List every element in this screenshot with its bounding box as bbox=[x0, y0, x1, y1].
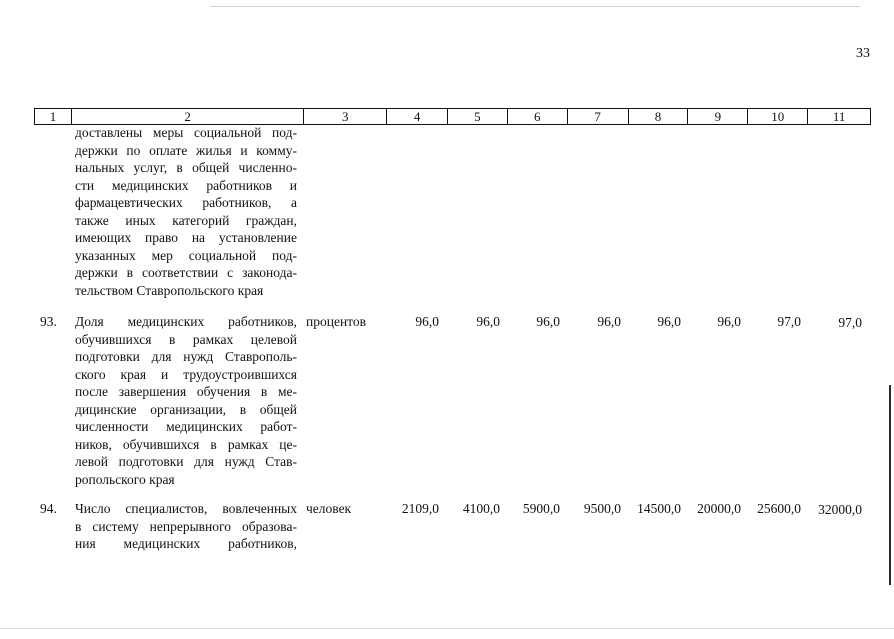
description-line: сти медицинских работников и bbox=[75, 177, 297, 193]
description-line: тельством Ставропольского края bbox=[75, 282, 264, 298]
row-93-value-col9: 96,0 bbox=[717, 314, 741, 329]
header-col-10: 10 bbox=[747, 109, 807, 124]
description-line: также иных категорий граждан, bbox=[75, 212, 297, 228]
row-93-value-col5: 96,0 bbox=[476, 314, 500, 329]
row-94-description bbox=[75, 500, 297, 553]
description-line: доставлены меры социальной под- bbox=[75, 125, 297, 140]
row-94-value-col4: 2109,0 bbox=[401, 501, 439, 516]
continuation-description bbox=[75, 124, 297, 299]
row-93-description bbox=[75, 313, 297, 488]
row-number-93: 93. bbox=[40, 314, 57, 329]
row-93-value-col6: 96,0 bbox=[536, 314, 560, 329]
row-93-value-col10: 97,0 bbox=[777, 314, 801, 329]
page-number: 33 bbox=[856, 46, 870, 61]
header-col-2: 2 bbox=[71, 109, 303, 124]
scan-artifact-top-line bbox=[210, 6, 860, 7]
header-col-8: 8 bbox=[628, 109, 688, 124]
header-col-7: 7 bbox=[567, 109, 628, 124]
header-col-5: 5 bbox=[447, 109, 507, 124]
row-93-value-col8: 96,0 bbox=[657, 314, 681, 329]
row-93-unit: процентов bbox=[306, 314, 367, 329]
description-line: Число специалистов, вовлеченных bbox=[75, 501, 297, 516]
header-col-3: 3 bbox=[303, 109, 386, 124]
description-line: обучившихся в рамках целевой bbox=[75, 331, 297, 347]
description-line: ния медицинских работников, bbox=[75, 536, 297, 551]
header-col-11: 11 bbox=[807, 109, 870, 124]
description-line: держки по оплате жилья и комму- bbox=[75, 142, 297, 158]
row-94-unit: человек bbox=[306, 501, 352, 516]
description-line: Доля медицинских работников, bbox=[75, 314, 297, 329]
description-line: фармацевтических работников, а bbox=[75, 195, 297, 210]
row-94-value-col10: 25600,0 bbox=[757, 501, 801, 516]
row-94-value-col5: 4100,0 bbox=[462, 501, 500, 516]
description-line: ропольского края bbox=[75, 471, 175, 487]
description-line: левой подготовки для нужд Став- bbox=[75, 454, 297, 469]
row-94-value-col7: 9500,0 bbox=[583, 501, 621, 516]
description-line: численности медицинских работ- bbox=[75, 419, 297, 434]
description-line: после завершения обучения в ме- bbox=[75, 384, 297, 399]
description-line: в систему непрерывного образова- bbox=[75, 518, 297, 534]
row-93-value-col7: 96,0 bbox=[597, 314, 621, 329]
row-93-value-col11: 97,0 bbox=[838, 315, 862, 330]
description-line: ского края и трудоустроившихся bbox=[75, 366, 297, 382]
row-94-value-col9: 20000,0 bbox=[697, 501, 741, 516]
description-line: подготовки для нужд Ставрополь- bbox=[75, 349, 297, 364]
scan-artifact-right-edge bbox=[889, 385, 891, 585]
header-col-9: 9 bbox=[687, 109, 747, 124]
header-col-1: 1 bbox=[49, 109, 57, 124]
row-94-value-col6: 5900,0 bbox=[522, 501, 560, 516]
row-94-value-col11: 32000,0 bbox=[818, 502, 862, 517]
row-number-94: 94. bbox=[40, 501, 57, 516]
description-line: ников, обучившихся в рамках це- bbox=[75, 436, 297, 452]
description-line: держки в соответствии с законода- bbox=[75, 265, 297, 280]
description-line: указанных мер социальной под- bbox=[75, 247, 297, 263]
row-94-value-col8: 14500,0 bbox=[637, 501, 681, 516]
row-93-value-col4: 96,0 bbox=[415, 314, 439, 329]
header-col-6: 6 bbox=[507, 109, 567, 124]
column-number-header bbox=[34, 108, 871, 125]
description-line: дицинские организации, в общей bbox=[75, 401, 297, 417]
header-col-4: 4 bbox=[386, 109, 447, 124]
scan-artifact-bottom-line bbox=[0, 628, 894, 629]
description-line: нальных услуг, в общей численно- bbox=[75, 160, 297, 175]
description-line: имеющих право на установление bbox=[75, 230, 297, 245]
